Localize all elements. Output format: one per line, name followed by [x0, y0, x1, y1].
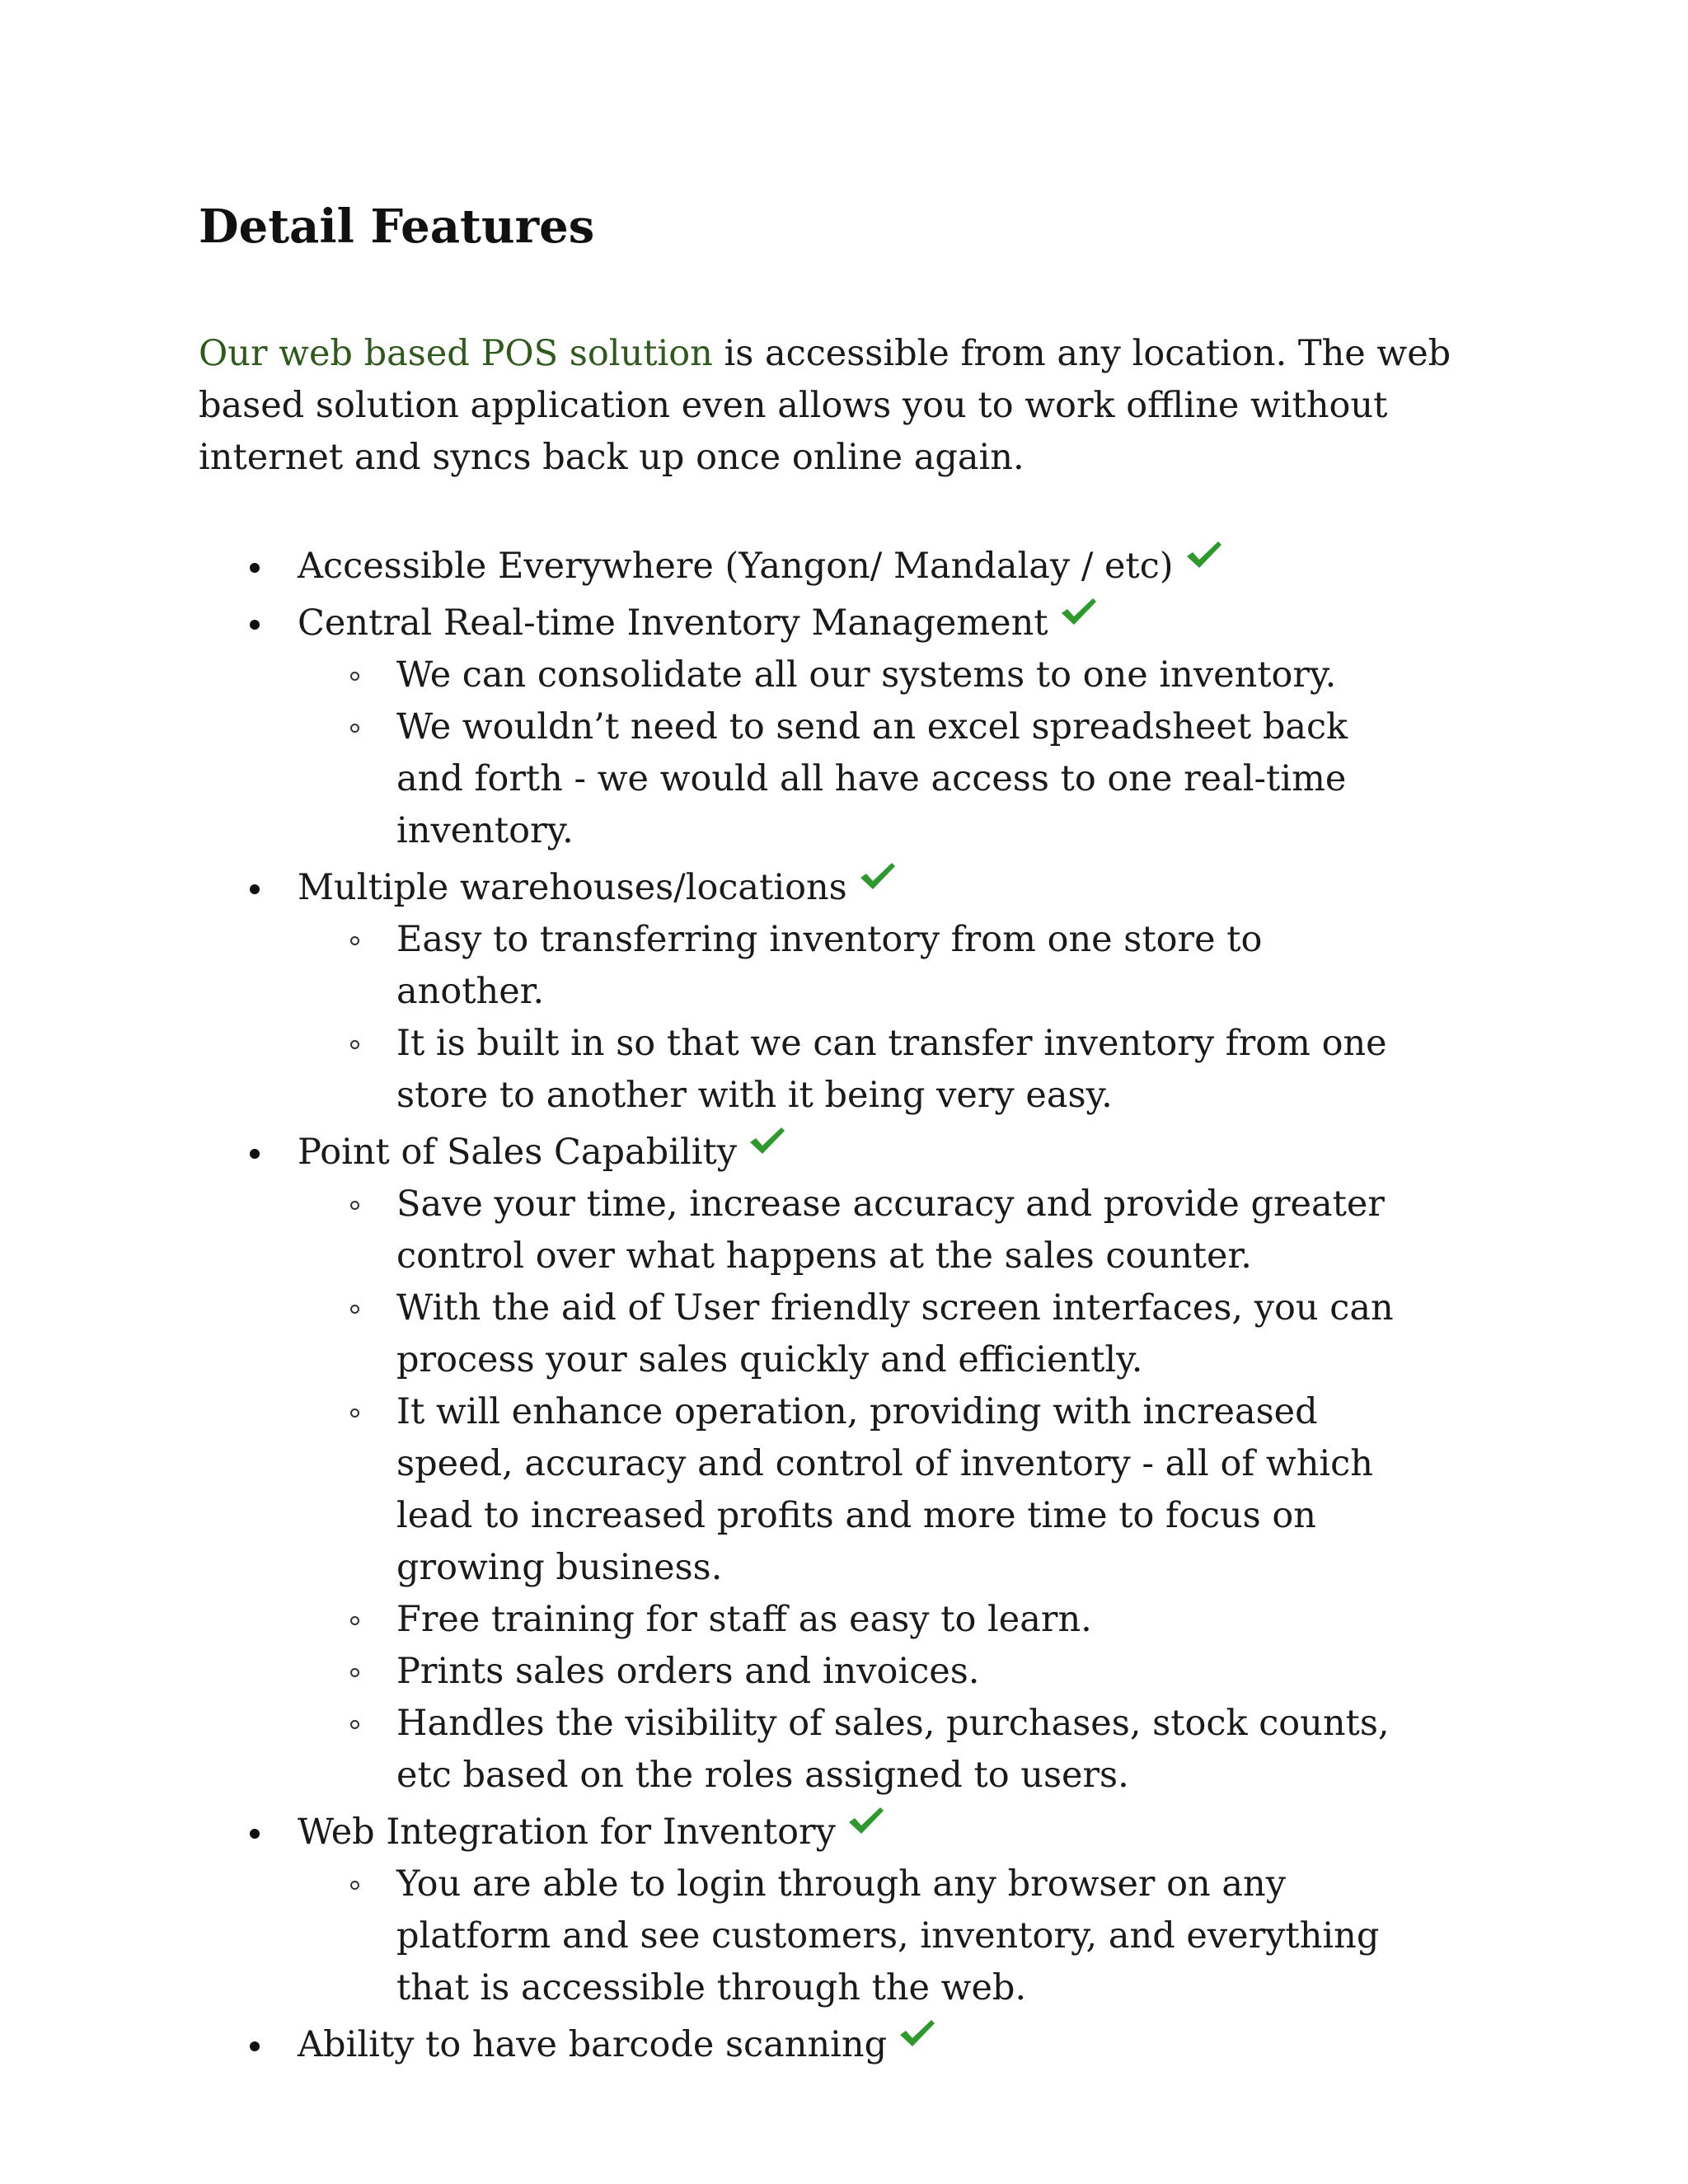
checkmark-icon [859, 861, 897, 893]
intro-paragraph [199, 328, 1484, 484]
checkmark-icon [847, 1806, 885, 1837]
feature-detail-item: Prints sales orders and invoices. [298, 1646, 1418, 1698]
feature-detail-item: Easy to transferring inventory from one store to another. [298, 914, 1418, 1018]
checkmark-icon [748, 1126, 786, 1157]
feature-item [199, 540, 1517, 593]
feature-detail-item: You are able to login through any browser on any platform and see customers, inventory, and everything that is accessible through the web. [298, 1858, 1418, 2014]
feature-sub-list [298, 1179, 1517, 1802]
feature-detail-item: With the aid of User friendly screen interfaces, you can process your sales quickly and efficiently. [298, 1282, 1418, 1386]
checkmark-icon [1185, 540, 1223, 571]
feature-sub-list [298, 649, 1517, 857]
page-title: Detail Features [199, 199, 595, 254]
checkmark-icon [1060, 597, 1098, 628]
feature-list [199, 540, 1517, 2071]
feature-detail-item: We wouldn’t need to send an excel spreadsheet back and forth - we would all have access to one real-time inventory. [298, 701, 1418, 857]
feature-item [199, 1126, 1517, 1802]
feature-detail-item: We can consolidate all our systems to one inventory. [298, 649, 1418, 701]
feature-detail-item: It will enhance operation, providing with increased speed, accuracy and control of inventory - all of which lead to increased profits and more time to focus on growing business. [298, 1386, 1418, 1594]
feature-label: Ability to have barcode scanning [298, 2024, 888, 2065]
feature-item [199, 1806, 1517, 2014]
feature-item [199, 597, 1517, 857]
checkmark-icon [898, 2018, 936, 2050]
feature-detail-item: It is built in so that we can transfer inventory from one store to another with it being very easy. [298, 1018, 1418, 1122]
feature-item [199, 861, 1517, 1122]
feature-label: Web Integration for Inventory [298, 1811, 836, 1853]
feature-label: Accessible Everywhere (Yangon/ Mandalay / etc) [298, 546, 1174, 587]
feature-sub-list [298, 1858, 1517, 2014]
feature-label: Central Real-time Inventory Management [298, 602, 1048, 644]
intro-text: is accessible from any location. The web based solution application even allows you to work offline without internet and syncs back up once online again. [199, 333, 1451, 478]
feature-label: Multiple warehouses/locations [298, 867, 847, 908]
feature-detail-item: Free training for staff as easy to learn. [298, 1594, 1418, 1646]
pos-solution-link[interactable]: Our web based POS solution [199, 333, 713, 374]
feature-detail-item: Handles the visibility of sales, purchases, stock counts, etc based on the roles assigned to users. [298, 1698, 1418, 1802]
feature-label: Point of Sales Capability [298, 1132, 738, 1173]
feature-sub-list [298, 914, 1517, 1122]
feature-item [199, 2018, 1517, 2071]
feature-detail-item: Save your time, increase accuracy and provide greater control over what happens at the sales counter. [298, 1179, 1418, 1282]
